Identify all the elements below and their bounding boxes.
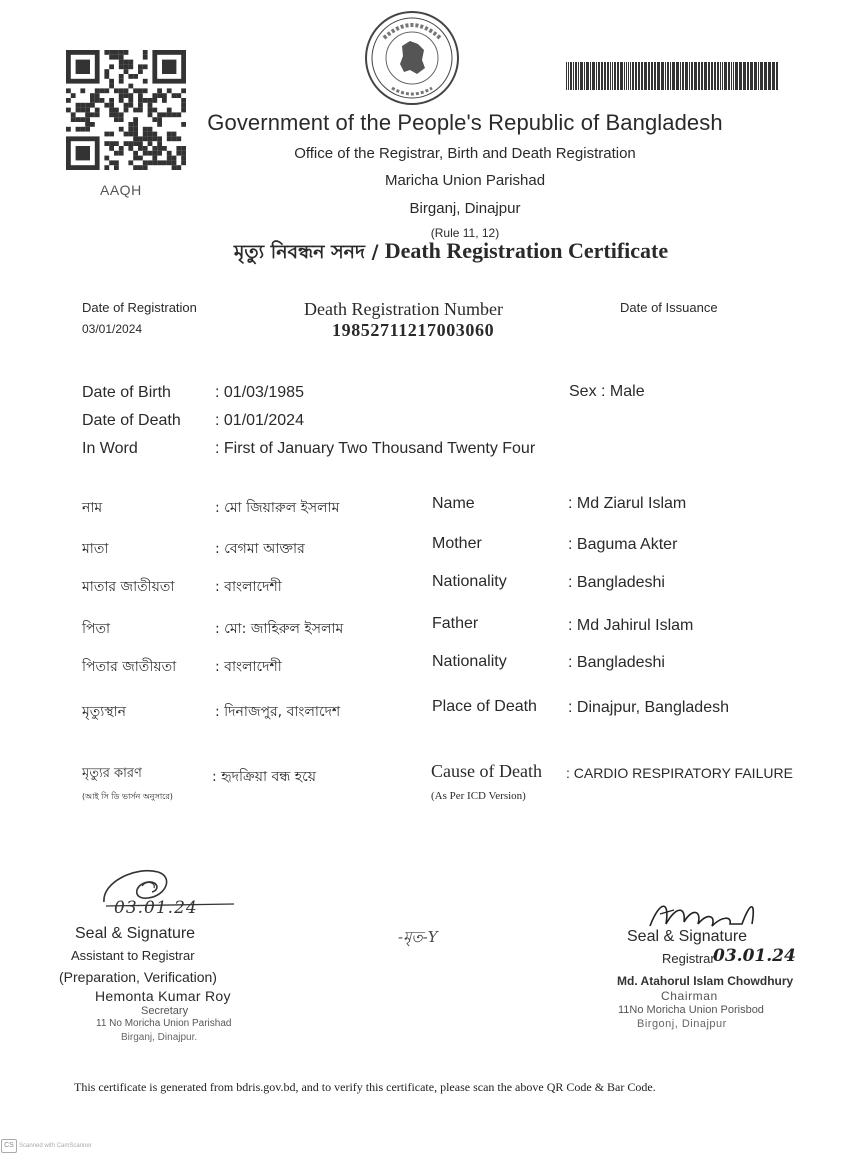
registrar-name: Md. Atahorul Islam Chowdhury — [617, 974, 794, 988]
date-of-registration-value: 03/01/2024 — [82, 322, 143, 336]
father-nationality-bn-value: : বাংলাদেশী — [215, 659, 282, 675]
name-bn-value: : মো জিয়ারুল ইসলাম — [215, 500, 340, 516]
cause-en-value: : CARDIO RESPIRATORY FAILURE — [566, 765, 793, 781]
certificate-title — [0, 238, 844, 270]
certificate-title-en: Death Registration Certificate — [384, 238, 669, 263]
place-of-death-en-label: Place of Death — [432, 698, 537, 715]
mother-bn-value: : বেগমা আক্তার — [215, 541, 305, 557]
sex-value: Sex : Male — [569, 383, 645, 400]
location: Birganj, Dinajpur — [409, 200, 521, 217]
registrar-seal-heading: Seal & Signature — [627, 928, 748, 945]
name-en-label: Name — [432, 495, 475, 512]
in-word-label: In Word — [82, 440, 138, 457]
government-seal-icon — [362, 8, 462, 108]
mother-nationality-en-label: Nationality — [432, 573, 507, 590]
father-en-value: : Md Jahirul Islam — [568, 617, 694, 634]
in-word-value: : First of January Two Thousand Twenty Four — [215, 440, 536, 457]
date-of-death-label: Date of Death — [82, 412, 181, 429]
assistant-seal-heading: Seal & Signature — [75, 925, 196, 942]
date-of-issuance-label: Date of Issuance — [620, 300, 718, 315]
date-of-birth-label: Date of Birth — [82, 384, 171, 401]
registrar-designation: Chairman — [661, 989, 718, 1003]
mother-nationality-en-value: : Bangladeshi — [568, 574, 665, 591]
footer-note: This certificate is generated from bdris.gov.bd, and to verify this certificate, please scan the above QR Code & Bar Code. — [74, 1080, 656, 1094]
cause-en-note: (As Per ICD Version) — [431, 790, 526, 802]
cause-en-label: Cause of Death — [431, 761, 542, 781]
qr-code-label: AAQH — [100, 182, 142, 198]
father-nationality-en-label: Nationality — [432, 653, 507, 670]
name-en-value: : Md Ziarul Islam — [568, 495, 687, 512]
assistant-place: Birganj, Dinajpur. — [121, 1032, 198, 1043]
place-of-death-bn-value: : দিনাজপুর, বাংলাদেশ — [215, 704, 341, 720]
mother-bn-label: মাতা — [82, 541, 109, 557]
registrar-role: Registrar — [662, 951, 715, 966]
place-of-death-bn-label: মৃত্যুস্থান — [82, 704, 127, 720]
assistant-handwritten-date: 03.01.24 — [114, 898, 198, 918]
cause-bn-note: (আই সি ডি ভার্সন অনুসারে) — [82, 792, 173, 801]
father-en-label: Father — [432, 615, 479, 632]
registrar-place: Birgonj, Dinajpur — [637, 1018, 727, 1030]
assistant-role: Assistant to Registrar — [71, 948, 195, 963]
father-nationality-bn-label: পিতার জাতীয়তা — [82, 659, 177, 675]
father-bn-value: : মো: জাহিরুল ইসলাম — [215, 621, 344, 637]
father-nationality-en-value: : Bangladeshi — [568, 654, 665, 671]
name-bn-label: নাম — [82, 500, 103, 516]
cause-bn-value: : হৃদক্রিয়া বন্ধ হয়ে — [212, 769, 317, 785]
center-handwritten-mark: -মৃত-Y — [398, 928, 438, 946]
mother-en-label: Mother — [432, 535, 482, 552]
office-title: Office of the Registrar, Birth and Death Registration — [294, 145, 636, 162]
registrar-union: 11No Moricha Union Porisbod — [618, 1004, 764, 1016]
camscanner-text: Scanned with CamScanner — [19, 1143, 92, 1149]
union-name: Maricha Union Parishad — [384, 172, 546, 189]
date-of-registration-label: Date of Registration — [82, 300, 197, 315]
government-title: Government of the People's Republic of Bangladesh — [207, 110, 723, 135]
mother-en-value: : Baguma Akter — [568, 536, 678, 553]
registrar-handwritten-date: 03.01.24 — [713, 946, 796, 966]
assistant-name: Hemonta Kumar Roy — [95, 988, 231, 1004]
mother-nationality-bn-value: : বাংলাদেশী — [215, 579, 282, 595]
assistant-designation: Secretary — [141, 1005, 189, 1017]
date-of-death-value: : 01/01/2024 — [215, 412, 304, 429]
mother-nationality-bn-label: মাতার জাতীয়তা — [82, 579, 175, 595]
camscanner-badge-icon: CS — [1, 1139, 17, 1153]
certificate-title-bn: মৃত্যু নিবন্ধন সনদ / — [233, 241, 379, 263]
cause-bn-label: মৃত্যুর কারণ — [82, 766, 142, 781]
assistant-union: 11 No Moricha Union Parishad — [96, 1018, 232, 1029]
assistant-sub-role: (Preparation, Verification) — [59, 969, 217, 985]
place-of-death-en-value: : Dinajpur, Bangladesh — [568, 699, 729, 716]
registration-number-label: Death Registration Number — [304, 299, 503, 319]
rule-reference: (Rule 11, 12) — [430, 226, 500, 240]
registration-number-value: 19852711217003060 — [332, 320, 495, 340]
father-bn-label: পিতা — [82, 621, 111, 637]
barcode — [566, 62, 778, 90]
date-of-birth-value: : 01/03/1985 — [215, 384, 304, 401]
